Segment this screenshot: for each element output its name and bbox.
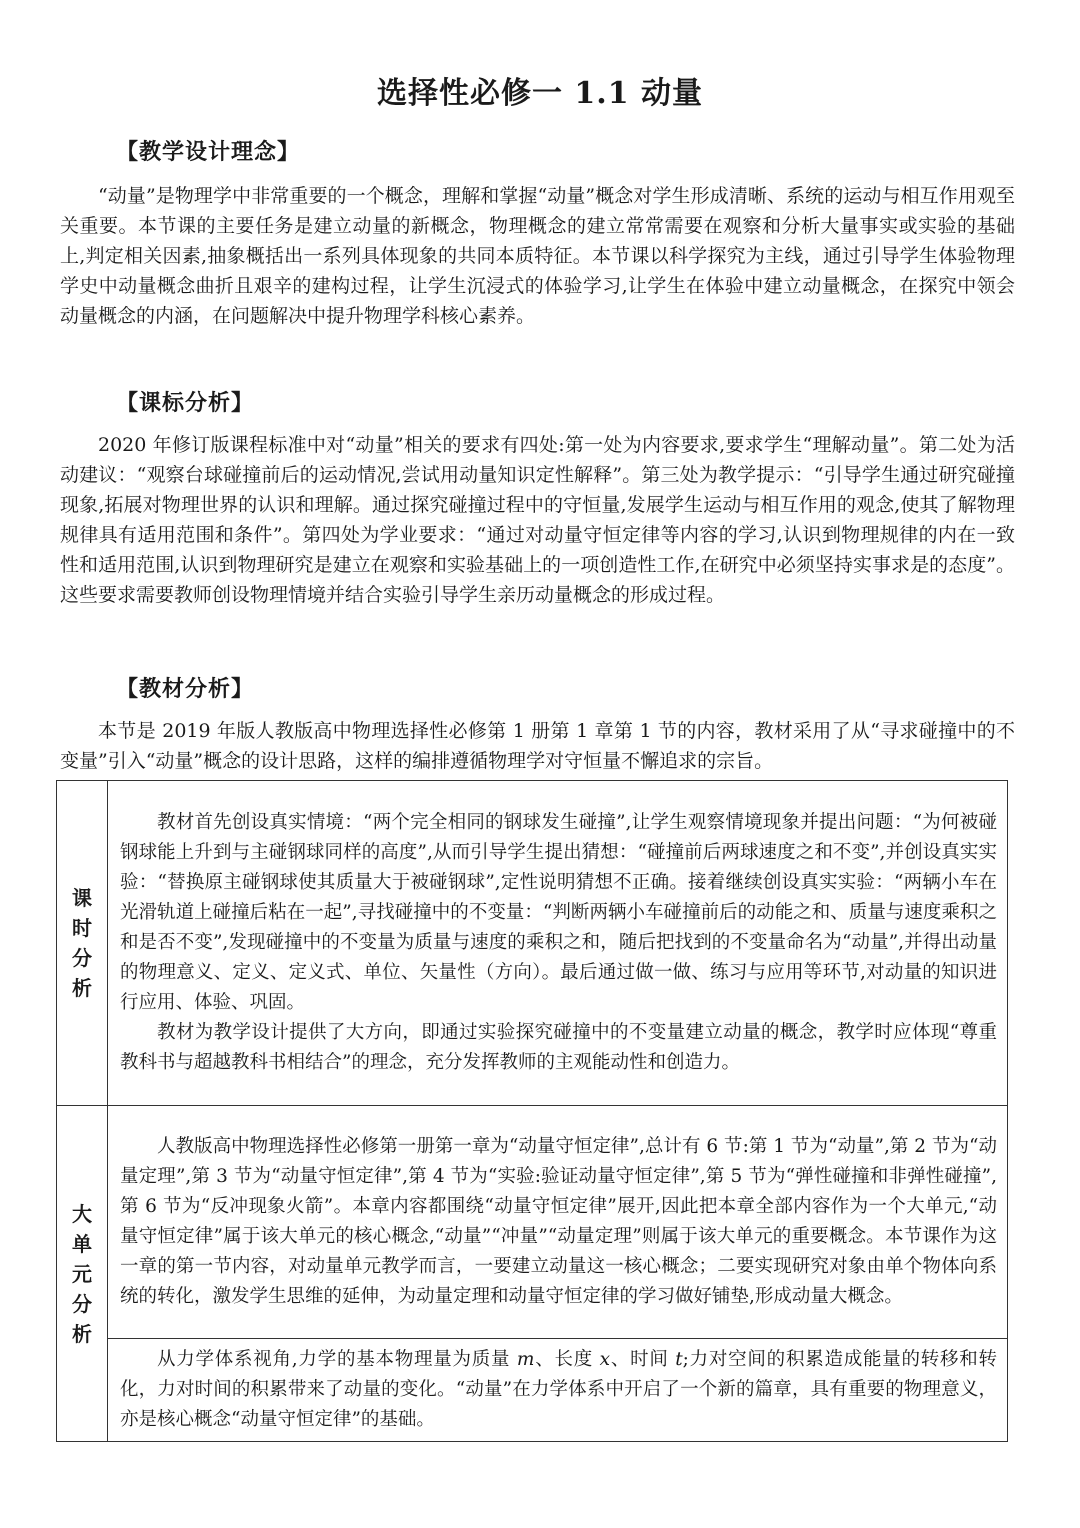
row-label-lesson-analysis (57, 781, 108, 1106)
section-heading-curriculum-analysis: 【课标分析】 (116, 390, 255, 416)
section-heading-textbook-analysis: 【教材分析】 (116, 676, 255, 702)
section-paragraph-design-concept: “动量”是物理学中非常重要的一个概念，理解和掌握“动量”概念对学生形成清晰、系统的运动与相互作用观至关重要。本节课的主要任务是建立动量的新概念，物理概念的建立常常需要在观察和分析大量事实或实验的基础上,判定相关因素,抽象概括出一系列具体现象的共同本质特征。本节课以科学探究为主线，通过引导学生体验物理学史中动量概念曲折且艰辛的建构过程，让学生沉浸式的体验学习,让学生在体验中建立动量概念，在探究中领会动量概念的内涵，在问题解决中提升物理学科核心素养。 (60, 185, 1015, 327)
cell-paragraph-rich (120, 1345, 997, 1435)
text-fragment: 从力学体系视角,力学的基本物理量为质量 (157, 1349, 517, 1370)
variable-time: t (675, 1349, 683, 1370)
section-paragraph-textbook-analysis: 本节是 2019 年版人教版高中物理选择性必修第 1 册第 1 章第 1 节的内容，教材采用了从“寻求碰撞中的不变量”引入“动量”概念的设计思路，这样的编排遵循物理学对守恒量不懈追求的宗旨。 (60, 720, 1015, 772)
label-char: 析 (72, 976, 92, 1000)
label-char: 时 (72, 916, 92, 940)
variable-length: x (599, 1349, 611, 1370)
text-fragment: 、长度 (534, 1349, 600, 1370)
table-row (57, 1339, 1008, 1442)
row-content-mechanics-perspective (108, 1339, 1008, 1442)
row-content-unit-analysis (108, 1106, 1008, 1339)
label-char: 分 (72, 946, 92, 970)
label-char: 分 (72, 1291, 92, 1316)
cell-paragraph: 教材首先创设真实情境：“两个完全相同的钢球发生碰撞”,让学生观察情境现象并提出问题：“为何被碰钢球能上升到与主碰钢球同样的高度”,从而引导学生提出猜想：“碰撞前后两球速度之和不变”,并创设真实实验：“替换原主碰钢球使其质量大于被碰钢球”,定性说明猜想不正确。接着继续创设真实实验：“两辆小车在光滑轨道上碰撞后粘在一起”,寻找碰撞中的不变量：“判断两辆小车碰撞前后的动能之和、质量与速度乘积之和是否不变”,发现碰撞中的不变量为质量与速度的乘积之和，随后把找到的不变量命名为“动量”,并得出动量的物理意义、定义、定义式、单位、矢量性（方向）。最后通过做一做、练习与应用等环节,对动量的知识进行应用、体验、巩固。 (120, 812, 997, 1013)
text-fragment: 、时间 (610, 1349, 676, 1370)
table-row (57, 1106, 1008, 1339)
label-char: 单 (72, 1231, 92, 1256)
label-char: 课 (72, 886, 92, 910)
variable-mass: m (516, 1349, 535, 1370)
analysis-table (56, 780, 1008, 1442)
text-fragment: ;力对空间的积累造成能量的转移和转化，力对时间的积累带来了动量的变化。“动量”在力学体系中开启了一个新的篇章，具有重要的物理意义，亦是核心概念“动量守恒定律”的基础。 (120, 1349, 998, 1430)
row-content-lesson-analysis (108, 781, 1008, 1106)
row-label-unit-analysis (57, 1106, 108, 1442)
label-char: 析 (72, 1321, 92, 1346)
label-char: 大 (72, 1201, 92, 1226)
page-title: 选择性必修一 1.1 动量 (376, 76, 704, 111)
label-char: 元 (72, 1261, 92, 1286)
table-row (57, 781, 1008, 1106)
section-paragraph-curriculum-analysis: 2020 年修订版课程标准中对“动量”相关的要求有四处:第一处为内容要求,要求学生“理解动量”。第二处为活动建议：“观察台球碰撞前后的运动情况,尝试用动量知识定性解释”。第三处为教学提示：“引导学生通过研究碰撞现象,拓展对物理世界的认识和理解。通过探究碰撞过程中的守恒量,发展学生运动与相互作用的观念,使其了解物理规律具有适用范围和条件”。第四处为学业要求：“通过对动量守恒定律等内容的学习,认识到物理规律的内在一致性和适用范围,认识到物理研究是建立在观察和实验基础上的一项创造性工作,在研究中必须坚持实事求是的态度”。这些要求需要教师创设物理情境并结合实验引导学生亲历动量概念的形成过程。 (60, 434, 1015, 606)
cell-paragraph: 人教版高中物理选择性必修第一册第一章为“动量守恒定律”,总计有 6 节:第 1 节为“动量”,第 2 节为“动量定理”,第 3 节为“动量守恒定律”,第 4 节为“实验:验证动量守恒定律”,第 5 节为“弹性碰撞和非弹性碰撞”,第 6 节为“反冲现象火箭”。本章内容都围绕“动量守恒定律”展开,因此把本章全部内容作为一个大单元,“动量守恒定律”属于该大单元的核心概念,“动量”“冲量”“动量定理”则属于该大单元的重要概念。本节课作为这一章的第一节内容，对动量单元教学而言，一要建立动量这一核心概念；二要实现研究对象由单个物体向系统的转化，激发学生思维的延伸，为动量定理和动量守恒定律的学习做好铺垫,形成动量大概念。 (120, 1136, 997, 1307)
section-heading-design-concept: 【教学设计理念】 (116, 139, 301, 165)
cell-paragraph: 教材为教学设计提供了大方向，即通过实验探究碰撞中的不变量建立动量的概念，教学时应体现“尊重教科书与超越教科书相结合”的理念，充分发挥教师的主观能动性和创造力。 (120, 1022, 997, 1073)
